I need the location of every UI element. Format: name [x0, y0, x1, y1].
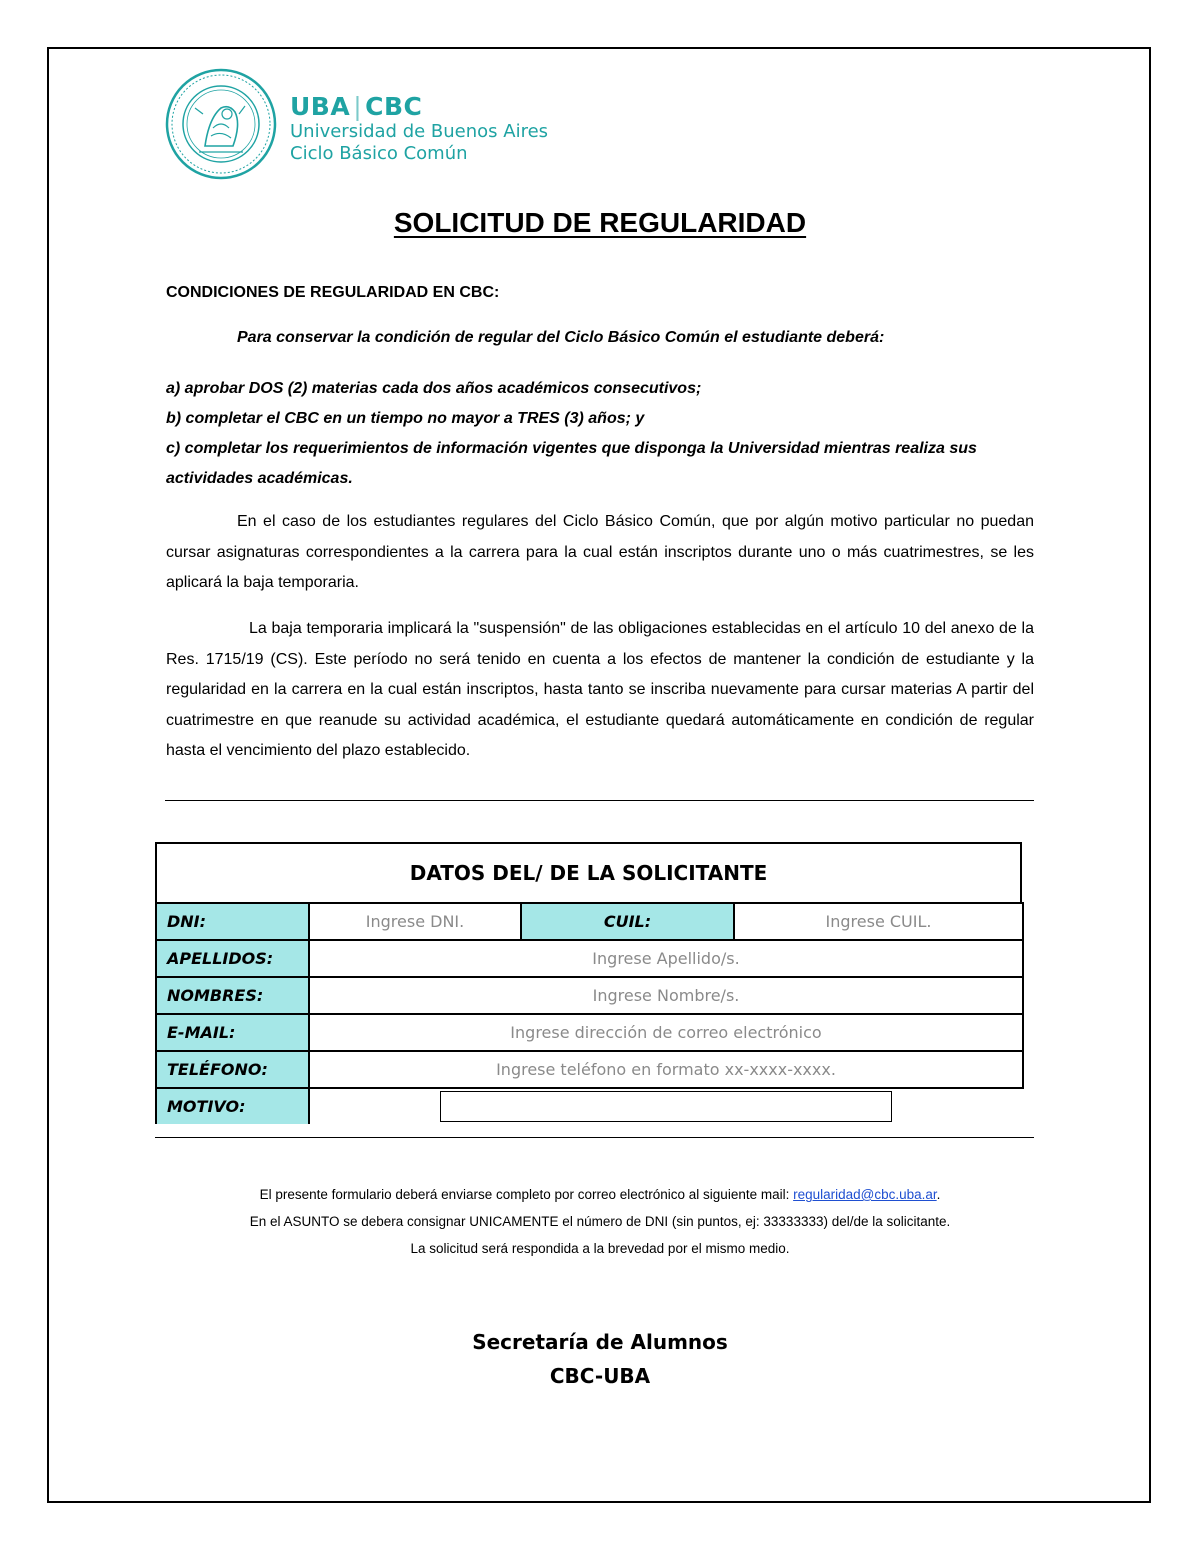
- row-nombres: [156, 977, 1023, 1014]
- motivo-label: MOTIVO:: [156, 1088, 309, 1124]
- paragraph-suspension: La baja temporaria implicará la "suspensión" de las obligaciones establecidas en el artículo 10 del anexo de la Res. 1715/19 (CS). Este período no será tenido en cuenta a los efectos de mantener la condición de estudiante y la regularidad en la carrera en la cual están inscriptos, hasta tanto se inscriba nuevamente para cursar materias A partir del cuatrimestre en que reanude su actividad académica, el estudiante quedará automáticamente en condición de regular hasta el vencimiento del plazo establecido.: [166, 620, 1034, 759]
- cuil-field[interactable]: Ingrese CUIL.: [734, 903, 1023, 940]
- nombres-field[interactable]: Ingrese Nombre/s.: [309, 977, 1023, 1014]
- form-heading: DATOS DEL/ DE LA SOLICITANTE: [155, 842, 1022, 902]
- motivo-dropdown[interactable]: [440, 1091, 892, 1122]
- conditions-intro: Para conservar la condición de regular del Ciclo Básico Común el estudiante deberá:: [237, 329, 885, 346]
- regularidad-email-link[interactable]: regularidad@cbc.uba.ar: [793, 1187, 937, 1202]
- form-table: [155, 902, 1024, 1124]
- brand-text: [290, 93, 548, 165]
- row-motivo: [156, 1088, 1023, 1124]
- condition-item-c: c) completar los requerimientos de información vigentes que disponga la Universidad mientras realiza sus actividades académicas.: [166, 440, 977, 487]
- document-title: SOLICITUD DE REGULARIDAD: [393, 207, 807, 238]
- signature-office: Secretaría de Alumnos: [472, 1330, 728, 1354]
- note-email-prefix: El presente formulario deberá enviarse completo por correo electrónico al siguiente mail:: [259, 1187, 794, 1202]
- motivo-cell: [309, 1088, 1023, 1124]
- row-telefono: [156, 1051, 1023, 1088]
- row-apellidos: [156, 940, 1023, 977]
- signature-org: CBC-UBA: [549, 1364, 651, 1388]
- apellidos-label: APELLIDOS:: [156, 940, 309, 977]
- signature-block: [0, 1325, 1200, 1393]
- brand-cbc: CBC: [365, 92, 423, 121]
- note-email-line: [0, 1181, 1200, 1209]
- form-bottom-rule: [155, 1137, 1034, 1138]
- brand-university-name: Universidad de Buenos Aires: [290, 121, 549, 142]
- page-border: [47, 47, 1151, 1503]
- note-subject-line: En el ASUNTO se debera consignar UNICAMENTE el número de DNI (sin puntos, ej: 33333333) del/de la solicitante.: [249, 1214, 951, 1229]
- university-seal-icon: [165, 68, 277, 180]
- conditions-heading: CONDICIONES DE REGULARIDAD EN CBC:: [166, 284, 500, 301]
- conditions-list: [166, 374, 1046, 494]
- condition-item-b: b) completar el CBC en un tiempo no mayor a TRES (3) años; y: [166, 410, 645, 427]
- brand-cycle-name: Ciclo Básico Común: [290, 143, 468, 164]
- apellidos-field[interactable]: Ingrese Apellido/s.: [309, 940, 1023, 977]
- condition-item-a: a) aprobar DOS (2) materias cada dos años académicos consecutivos;: [166, 380, 702, 397]
- dni-label: DNI:: [156, 903, 309, 940]
- telefono-label: TELÉFONO:: [156, 1051, 309, 1088]
- applicant-form: [155, 842, 1022, 1124]
- paragraph-baja-temporaria: En el caso de los estudiantes regulares del Ciclo Básico Común, que por algún motivo particular no puedan cursar asignaturas correspondientes a la carrera para la cual están inscriptos durante uno o más cuatrimestres, se les aplicará la baja temporaria.: [166, 513, 1034, 591]
- brand-separator: |: [353, 92, 363, 121]
- dni-field[interactable]: Ingrese DNI.: [309, 903, 521, 940]
- nombres-label: NOMBRES:: [156, 977, 309, 1014]
- note-email-suffix: .: [936, 1187, 941, 1202]
- divider: [165, 800, 1034, 801]
- brand-uba: UBA: [290, 92, 351, 121]
- cuil-label: CUIL:: [521, 903, 734, 940]
- row-dni-cuil: [156, 903, 1023, 940]
- row-email: [156, 1014, 1023, 1051]
- note-response-line: La solicitud será respondida a la brevedad por el mismo medio.: [410, 1241, 790, 1256]
- email-field[interactable]: Ingrese dirección de correo electrónico: [309, 1014, 1023, 1051]
- email-label: E-MAIL:: [156, 1014, 309, 1051]
- telefono-field[interactable]: Ingrese teléfono en formato xx-xxxx-xxxx.: [309, 1051, 1023, 1088]
